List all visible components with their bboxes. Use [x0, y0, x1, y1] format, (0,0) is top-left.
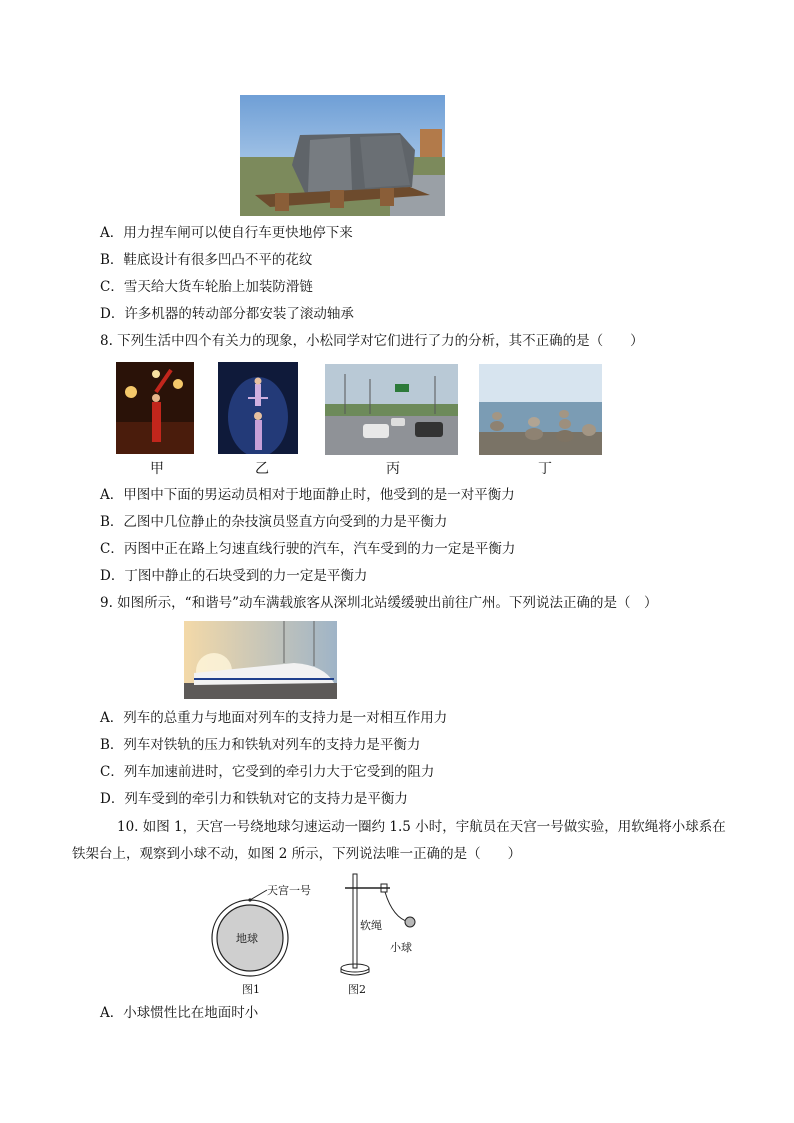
fig1-caption: 图1: [242, 983, 260, 996]
q7-option-a: A．用力捏车闸可以使自行车更快地停下来: [100, 225, 353, 241]
spacecraft-dot: [248, 898, 251, 901]
ball-label: 小球: [390, 941, 412, 954]
q10-option-a: A．小球惯性比在地面时小: [100, 1005, 259, 1021]
earth-label: 地球: [236, 932, 258, 945]
q7-option-b: B．鞋底设计有很多凹凸不平的花纹: [100, 252, 313, 268]
orbit-figure: [205, 880, 330, 1000]
fig2-caption: 图2: [348, 983, 366, 996]
q8-option-d: D．丁图中静止的石块受到的力一定是平衡力: [100, 568, 368, 584]
q8-option-a: A．甲图中下面的男运动员相对于地面静止时，他受到的是一对平衡力: [100, 487, 515, 503]
q8-caption-ding: 丁: [538, 461, 552, 477]
rope-label: 软绳: [360, 919, 382, 932]
q10-stem-line1: 10. 如图 1，天宫一号绕地球匀速运动一圈约 1.5 小时，宇航员在天宫一号做实验，用软绳将小球系在: [117, 819, 726, 835]
q8-caption-bing: 丙: [386, 461, 400, 477]
q9-option-a: A．列车的总重力与地面对列车的支持力是一对相互作用力: [100, 710, 448, 726]
highway-cars-photo: [325, 364, 458, 455]
q9-option-c: C．列车加速前进时，它受到的牵引力大于它受到的阻力: [100, 764, 435, 780]
ball-circle: [405, 917, 415, 927]
stone-transport-photo: [240, 95, 445, 216]
q10-stem-line2: 铁架台上，观察到小球不动，如图 2 所示，下列说法唯一正确的是（ ）: [72, 846, 522, 862]
q8-option-b: B．乙图中几位静止的杂技演员竖直方向受到的力是平衡力: [100, 514, 448, 530]
q9-stem: 9. 如图所示，“和谐号”动车满载旅客从深圳北站缓缓驶出前往广州。下列说法正确的是（ ）: [100, 595, 658, 611]
q7-option-c: C．雪天给大货车轮胎上加装防滑链: [100, 279, 313, 295]
acrobat-photo-1: [116, 362, 194, 454]
orbit-label: 天宫一号: [267, 884, 311, 897]
balanced-stones-photo: [479, 364, 602, 455]
q8-option-c: C．丙图中正在路上匀速直线行驶的汽车，汽车受到的力一定是平衡力: [100, 541, 516, 557]
q8-caption-yi: 乙: [255, 461, 269, 477]
q9-option-b: B．列车对铁轨的压力和铁轨对列车的支持力是平衡力: [100, 737, 421, 753]
train-photo: [184, 621, 337, 699]
q9-option-d: D．列车受到的牵引力和铁轨对它的支持力是平衡力: [100, 791, 408, 807]
q8-stem: 8. 下列生活中四个有关力的现象，小松同学对它们进行了力的分析，其不正确的是（ ）: [100, 333, 644, 349]
q8-caption-jia: 甲: [150, 461, 164, 477]
acrobat-photo-2: [218, 362, 298, 454]
q7-option-d: D．许多机器的转动部分都安装了滚动轴承: [100, 306, 354, 322]
